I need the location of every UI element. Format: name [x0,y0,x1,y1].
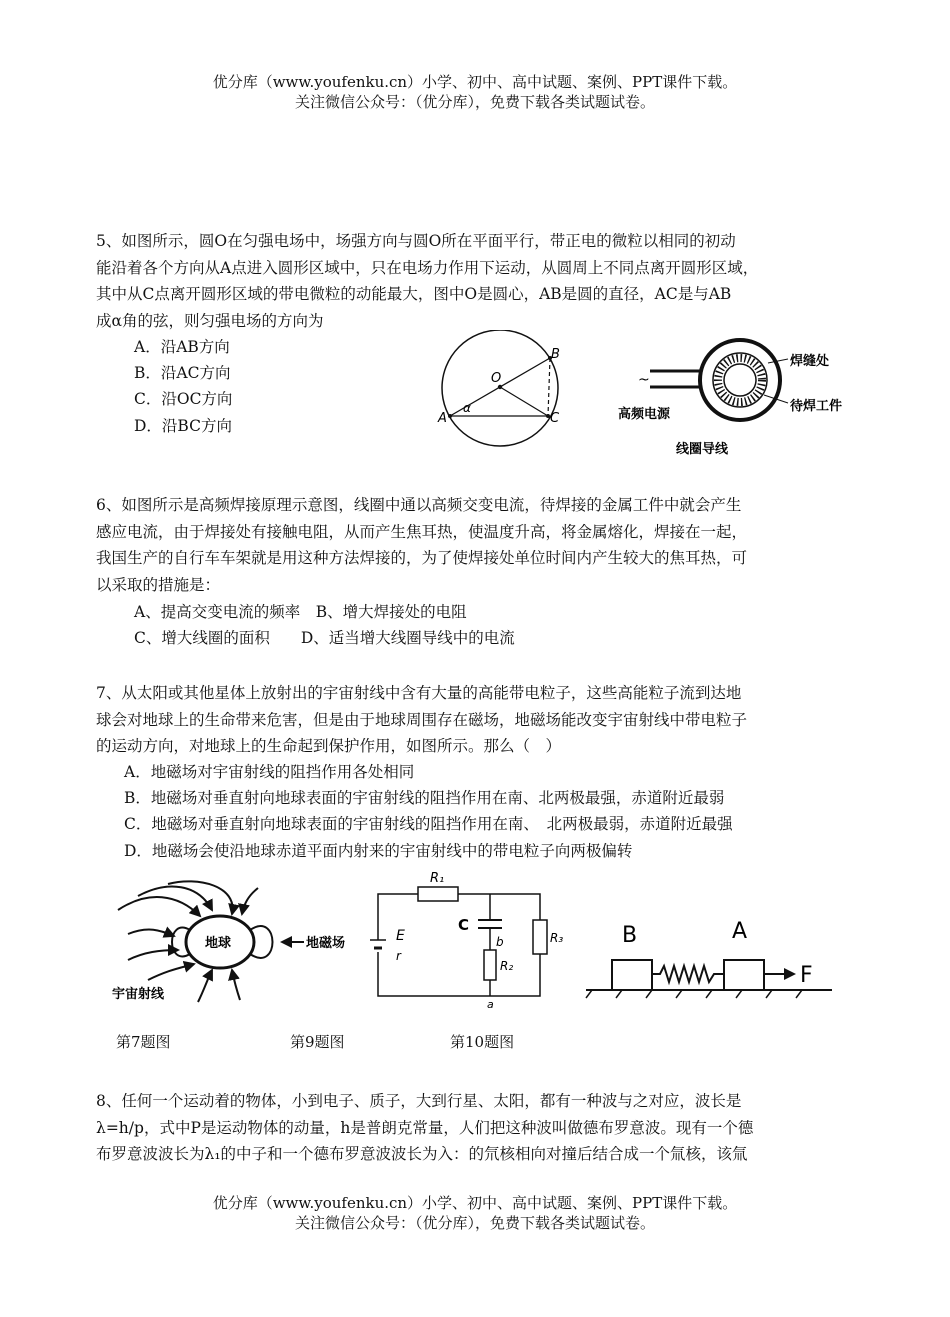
q8-line: λ=h/p，式中P是运动物体的动量，h是普朗克常量，人们把这种波叫做德布罗意波。现有一个德 [96,1118,754,1137]
fig7-earth-field [108,880,358,1010]
q7-line: 球会对地球上的生命带来危害，但是由于地球周围存在磁场，地磁场能改变宇宙射线中带电粒子 [96,710,748,729]
segment-bc [548,358,550,416]
q7-stem [96,680,856,760]
q5-line: 其中从C点离开圆形区域的带电微粒的动能最大，图中O是圆心，AB是圆的直径，AC是与AB [96,285,732,303]
q6-line: 我国生产的自行车车架就是用这种方法焊接的，为了使焊接处单位时间内产生较大的焦耳热，可 [96,549,748,567]
label-force-f: F [800,963,813,988]
footer-line-2: 关注微信公众号：（优分库），免费下载各类试题试卷。 [294,1214,655,1232]
q6-stem [96,492,856,598]
label-c: C [458,916,470,934]
q6-options-row-1: A、提高交变电流的频率 B、增大焊接处的电阻 [134,603,467,621]
segment-oc [500,387,548,416]
fig10-spring-blocks [582,912,842,1002]
label-b: B [551,347,560,362]
workpiece-label: 待焊工件 [790,399,843,414]
label-o: O [491,371,502,386]
q5-stem [96,228,856,334]
q7-option-a: A．地磁场对宇宙射线的阻挡作用各处相同 [124,763,415,781]
label-block-a: A [732,919,748,944]
spring [652,966,724,982]
resistor-r1 [418,887,458,901]
caption-fig10: 第10题图 [450,1033,515,1051]
earth-label: 地球 [205,936,232,951]
resistor-r2 [484,950,496,980]
ray-9 [128,950,178,960]
label-alpha: α [463,401,471,415]
battery-e [370,940,386,952]
coil-leads [650,371,702,387]
footer-line-1: 优分库（www.youfenku.cn）小学、初中、高中试题、案例、PPT课件下载。 [212,1194,738,1212]
label-r1: R₁ [430,871,445,886]
q5-line: 能沿着各个方向从A点进入圆形区域中，只在电场力作用下运动，从圆周上不同点离开圆形区域， [96,258,759,277]
block-b [612,960,652,990]
label-a: a [487,998,494,1008]
resistor-r3 [533,920,547,954]
ray-8 [232,970,240,1000]
ray-7 [198,970,212,1002]
label-a: A [438,411,447,426]
ac-symbol: ~ [638,372,650,388]
ray-6 [148,964,194,980]
q8-stem [96,1088,856,1168]
header-line-1: 优分库（www.youfenku.cn）小学、初中、高中试题、案例、PPT课件下载。 [212,73,738,91]
q8-line: 布罗意波波长为λ₁的中子和一个德布罗意波波长为入：的氘核相向对撞后结合成一个氚核，该氚 [96,1145,748,1163]
label-b: b [496,935,504,949]
q6-options-row-2: C、增大线圈的面积 D、适当增大线圈导线中的电流 [134,629,515,647]
q6-line: 以采取的措施是： [96,575,221,594]
q5-option-d: D．沿BC方向 [134,417,232,435]
coil-label: 线圈导线 [676,442,729,457]
circuit-loop [378,894,540,996]
q5-option-b: B．沿AC方向 [134,364,231,382]
q7-option-c: C．地磁场对垂直射向地球表面的宇宙射线的阻挡作用在南、 北两极最弱，赤道附近最强 [124,815,733,833]
label-block-b: B [622,923,638,948]
label-c: C [550,411,560,426]
ground-hatch [586,990,802,998]
ray-2 [128,930,174,936]
label-r: r [396,949,401,963]
q7-option-b: B．地磁场对垂直射向地球表面的宇宙射线的阻挡作用在南、北两极最强，赤道附近最弱 [124,789,725,807]
q5-option-c: C．沿OC方向 [134,390,233,408]
ray-label: 宇宙射线 [112,987,165,1002]
ray-1 [118,897,200,916]
caption-fig7: 第7题图 [116,1033,171,1051]
q8-line: 8、任何一个运动着的物体，小到电子、质子，大到行星、太阳，都有一种波与之对应，波长是 [96,1092,742,1110]
fig9-circuit [370,868,580,1008]
q5-line: 成α角的弦，则匀强电场的方向为 [96,311,324,330]
block-a [724,960,764,990]
caption-fig9: 第9题图 [290,1033,345,1051]
point-a [448,414,452,418]
q5-option-a: A．沿AB方向 [134,338,230,356]
q5-line: 5、如图所示，圆O在匀强电场中，场强方向与圆O所在平面平行，带正电的微粒以相同的初动 [96,232,736,250]
field-label: 地磁场 [306,936,346,951]
q7-line: 的运动方向，对地球上的生命起到保护作用，如图所示。那么（ ） [96,737,562,755]
q5-circle-figure [430,330,600,450]
ray-5 [242,888,258,914]
label-r3: R₃ [550,931,564,945]
source-label: 高频电源 [618,407,671,422]
q7-line: 7、从太阳或其他星体上放射出的宇宙射线中含有大量的高能带电粒子，这些高能粒子流到达地 [96,684,742,702]
header-line-2: 关注微信公众号：（优分库），免费下载各类试题试卷。 [294,93,655,111]
q6-line: 感应电流，由于焊接处有接触电阻，从而产生焦耳热，使温度升高，将金属熔化，焊接在一起， [96,522,748,541]
q6-line: 6、如图所示是高频焊接原理示意图，线圈中通以高频交变电流，待焊接的金属工件中就会产生 [96,496,742,514]
welding-figure [610,335,870,465]
workpiece-inner [724,364,756,396]
weld-label: 焊缝处 [790,354,830,369]
q7-option-d: D．地磁场会使沿地球赤道平面内射来的宇宙射线中的带电粒子向两极偏转 [124,842,633,860]
label-e: E [396,928,405,944]
label-r2: R₂ [500,959,514,973]
